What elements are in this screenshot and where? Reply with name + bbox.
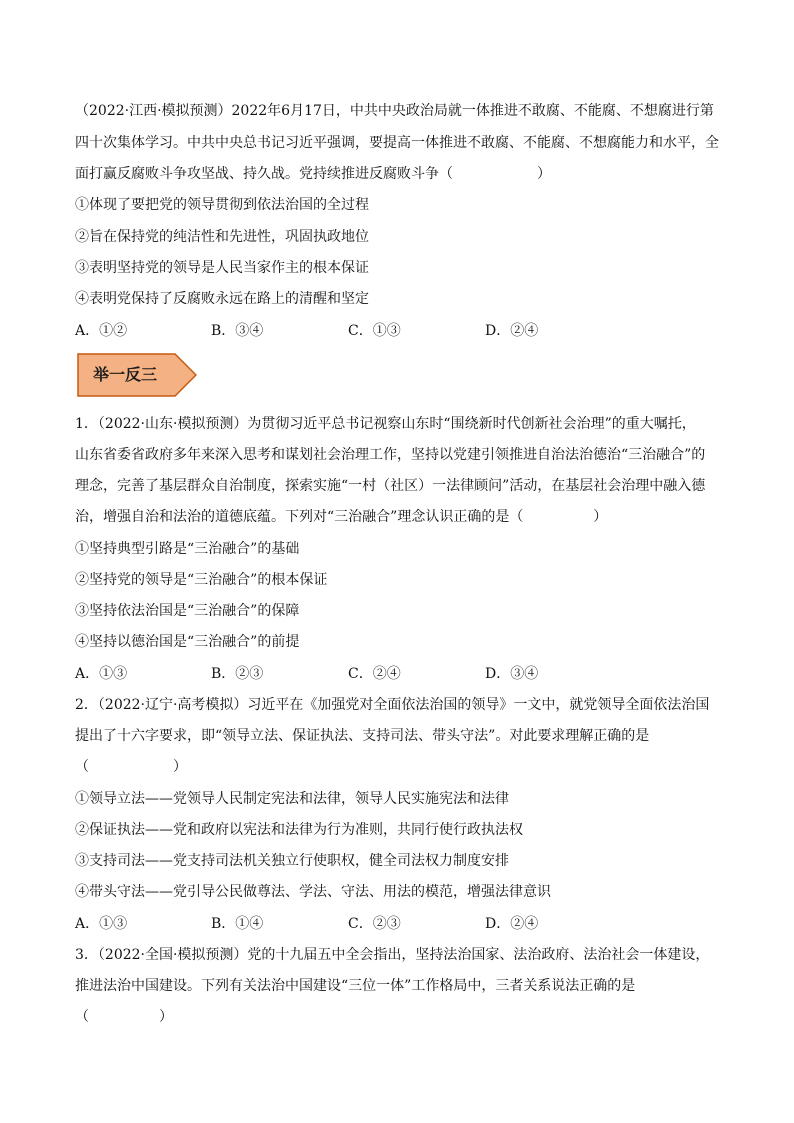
q3-stem-line: 3．（2022·全国·模拟预测）党的十九届五中全会指出，坚持法治国家、法治政府、法治社会一体建设，: [75, 947, 710, 963]
section-banner: [77, 353, 197, 397]
q1-stem-line: 山东省委省政府多年来深入思考和谋划社会治理工作，坚持以党建引领推进自治法治德治“三治融合”的: [75, 447, 706, 463]
q0-stem-line: 四十次集体学习。中共中央总书记习近平强调，要提高一体推进不敢腐、不能腐、不想腐能力和水平，全: [75, 135, 719, 151]
q1-item-3: ③坚持依法治国是“三治融合”的保障: [75, 603, 300, 619]
q0-stem-line: 面打赢反腐败斗争攻坚战、持久战。党持续推进反腐败斗争（ ）: [75, 166, 551, 182]
q0-option-d: D．②④: [485, 323, 539, 339]
q2-option-c: C．②③: [348, 916, 401, 932]
q1-stem-line: 1．（2022·山东·模拟预测）为贯彻习近平总书记视察山东时“围绕新时代创新社会治理”的重大嘱托，: [75, 416, 696, 432]
q0-option-a: A．①②: [75, 323, 128, 339]
q1-stem-line: 治，增强自治和法治的道德底蕴。下列对“三治融合”理念认识正确的是（ ）: [75, 509, 608, 525]
q1-stem-line: 理念，完善了基层群众自治制度，探索实施“一村（社区）一法律顾问”活动，在基层社会治理中融入德: [75, 478, 706, 494]
q2-stem-line: 提出了十六字要求，即“领导立法、保证执法、支持司法、带头守法”。对此要求理解正确的是: [75, 728, 650, 744]
q0-stem-line: （2022·江西·模拟预测）2022年6月17日，中共中央政治局就一体推进不敢腐、不能腐、不想腐进行第: [75, 103, 714, 119]
q3-stem-line: （ ）: [75, 1009, 173, 1025]
q2-item-3: ③支持司法——党支持司法机关独立行使职权，健全司法权力制度安排: [75, 853, 509, 869]
q1-option-a: A．①③: [75, 666, 128, 682]
q2-option-b: B．①④: [211, 916, 264, 932]
q0-item-3: ③表明坚持党的领导是人民当家作主的根本保证: [75, 260, 369, 276]
banner-label: 举一反三: [93, 365, 158, 384]
q1-item-1: ①坚持典型引路是“三治融合”的基础: [75, 541, 300, 557]
q2-item-1: ①领导立法——党领导人民制定宪法和法律，领导人民实施宪法和法律: [75, 791, 509, 807]
q0-item-2: ②旨在保持党的纯洁性和先进性，巩固执政地位: [75, 229, 369, 245]
q2-item-4: ④带头守法——党引导公民做尊法、学法、守法、用法的模范，增强法律意识: [75, 884, 551, 900]
q2-item-2: ②保证执法——党和政府以宪法和法律为行为准则，共同行使行政执法权: [75, 822, 523, 838]
q1-option-d: D．③④: [485, 666, 539, 682]
q2-option-a: A．①③: [75, 916, 128, 932]
q2-stem-line: （ ）: [75, 759, 187, 775]
q0-option-c: C．①③: [348, 323, 401, 339]
q0-item-4: ④表明党保持了反腐败永远在路上的清醒和坚定: [75, 291, 369, 307]
q0-option-b: B．③④: [211, 323, 264, 339]
q1-option-c: C．②④: [348, 666, 401, 682]
q2-stem-line: 2．（2022·辽宁·高考模拟）习近平在《加强党对全面依法治国的领导》一文中，就党领导全面依法治国: [75, 697, 710, 713]
q2-option-d: D．②④: [485, 916, 539, 932]
q0-item-1: ①体现了要把党的领导贯彻到依法治国的全过程: [75, 197, 369, 213]
q1-item-4: ④坚持以德治国是“三治融合”的前提: [75, 634, 300, 650]
q1-item-2: ②坚持党的领导是“三治融合”的根本保证: [75, 572, 328, 588]
q1-option-b: B．②③: [211, 666, 264, 682]
q3-stem-line: 推进法治中国建设。下列有关法治中国建设“三位一体”工作格局中，三者关系说法正确的是: [75, 978, 636, 994]
